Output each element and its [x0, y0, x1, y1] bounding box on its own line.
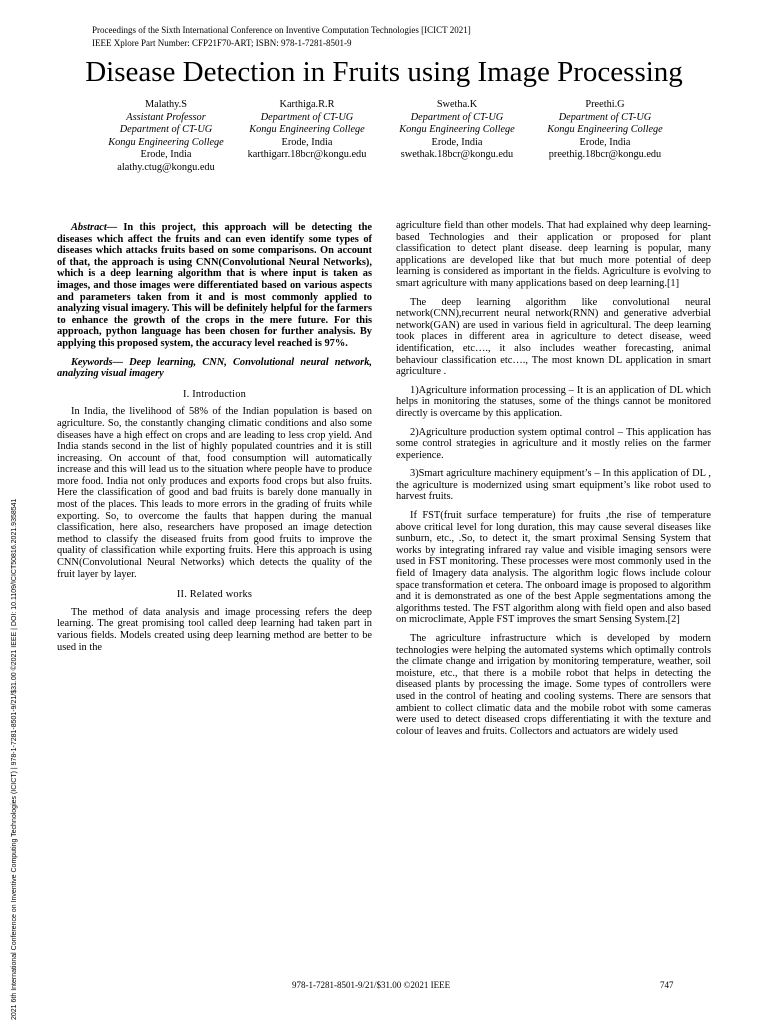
paragraph: 2)Agriculture production system optimal control – This application has some control strategies in agriculture and it mostly relies on the farmer experience. [396, 426, 711, 461]
author-dept: Department of CT-UG [410, 111, 504, 123]
introduction-text: In India, the livelihood of 58% of the Indian population is based on agriculture. So, the constantly changing climatic conditions and also some diseases have a high effect on crops and are leading to less crop yield. And India stands second in the list of highly populated countries and it is still increasing. On account of that, food consumption will automatically increase and this will lead us to the situation where people have to produce more food. India not only produces and exports food crops but also fruits. Here the classification of good and bad fruits is barely done manually in most of the places. This leads to more errors in the grading of fruits while exporting. So, to overcome the faults that happen during the manual classification, here also, researchers have proposed an image detection method to classify the diseased fruits from good fruits to improve the quality of classification while exporting fruits. Here this approach is using CNN(Convolutional Neural Networks) which detects the quality of the fruit layer by layer. [57, 406, 372, 580]
paragraph: 3)Smart agriculture machinery equipment’s – In this application of DL , the agriculture is modernized using smart equipment’s like robot used to harvest fruits. [396, 468, 711, 503]
related-works-text: The method of data analysis and image processing refers the deep learning. The great promising tool called deep learning had taken part in various fields. Models created using deep learning method are better to be used in the [57, 606, 372, 653]
author-name: Swetha.K [436, 99, 478, 110]
keywords: Keywords— Deep learning, CNN, Convolutional neural network, analyzing visual imagery [57, 356, 372, 380]
author-city: Erode, India [281, 136, 333, 148]
abstract-text: In this project, this approach will be detecting the diseases which affect the fruits and can even identify some types of diseases which attacks fruits based on some comparisons. On account of that, the approach is using CNN(Convolutional Neural Networks), which is a deep learning algorithm that is where input is taken as images, and those images were differentiated based on various aspects and parameters taken from it and is most commonly applied to analyzing visual imagery. This will be definitely helpful for the farmers to enhance the growth of the crops in the mere future. For this approach, python language has been chosen for further analysis. By applying this proposed system, the accuracy level reached is 97%. [57, 222, 372, 349]
author-college: Kongu Engineering College [108, 136, 224, 148]
right-column [396, 220, 711, 737]
abstract [57, 222, 372, 350]
abstract-lead: Abstract— [71, 222, 118, 233]
author-name: Preethi.G [585, 99, 625, 110]
paragraph: The agriculture infrastructure which is developed by modern technologies were helping the automated systems which optimally controls the climate change and irrigation by monitoring temperature, weather, soil moisture, etc., that there is a mobile robot that helps in detecting the diseased plants by processing the image. Some types of controllers were used in the control of heating and cooling systems. There are sensors that ambient to collect climatic data and the mobile robot with some cameras were used to detect diseased crops differentiating it with the texture and colour of leaves and fruits. Collectors and actuators are widely used [396, 633, 711, 737]
paper-title: Disease Detection in Fruits using Image Processing [85, 56, 683, 88]
author-college: Kongu Engineering College [249, 124, 365, 135]
section-heading-introduction: I. Introduction [182, 388, 247, 400]
paragraph: agriculture field than other models. That had explained why deep learning-based Technologies and their application or proposed for plant classification to detect plant disease. deep learning is popular, many applications are developed like that but much more potential of deep learning is considered as important in the fields. Agriculture is evolving to smart agriculture with many applications based on deep learning.[1] [396, 220, 711, 289]
section-heading-related-works: II. Related works [176, 589, 253, 601]
author-role: Assistant Professor [126, 111, 206, 123]
author-dept: Department of CT-UG [260, 111, 354, 123]
paragraph: If FST(fruit surface temperature) for fruits ,the rise of temperature above critical level for long duration, this may cause several diseases like sunburn, etc., .So, to detect it, the smart proximal Sensing System that works by integrating infrared ray value and visible imaging sensors were used in FST monitoring. These processes were most commonly used in the field of Imagery data analysis. The algorithm logic flows include colour space transformation et cetera. The onboard image is proposed to algorithm and it is demonstrated as one of the best Apple segmentations among the algorithms tested. The FST algorithm along with field open and also based on microclimate, Apple FST improves the smart Sensing System.[2] [396, 510, 711, 626]
paragraph: The deep learning algorithm like convolutional neural network(CNN),recurrent neural network(RNN) and generative adverbial network(GAN) are used in various field in agricultural. The deep learning took places in different area in agriculture to detect disease, weed identification, etc…., it also includes weather forecasting, animal behaviour classification etc…., The most known DL application in smart agriculture . [396, 296, 711, 378]
author-name: Karthiga.R.R [279, 99, 335, 110]
author-city: Erode, India [140, 149, 192, 160]
author-name: Malathy.S [145, 99, 187, 110]
author-dept: Department of CT-UG [558, 111, 652, 123]
author-dept: Department of CT-UG [119, 124, 213, 135]
footer-code: 978-1-7281-8501-9/21/$31.00 ©2021 IEEE [292, 980, 451, 990]
author-email: karthigarr.18bcr@kongu.edu [247, 149, 367, 160]
author-college: Kongu Engineering College [399, 124, 515, 135]
left-column [57, 222, 372, 653]
author-block [520, 99, 690, 162]
author-email: swethak.18bcr@kongu.edu [400, 149, 514, 160]
author-block [372, 99, 542, 162]
paragraph: 1)Agriculture information processing – It is an application of DL which helps in monitoring the statuses, some of the things cannot be monitored directly is overcame by this application. [396, 384, 711, 419]
author-block [222, 99, 392, 162]
author-college: Kongu Engineering College [547, 124, 663, 135]
author-city: Erode, India [579, 136, 631, 148]
page-number: 747 [660, 980, 674, 990]
doi-sidebar: 2021 6th International Conference on Inventive Computing Technologies (ICICT) | 978-1-7281-8501-9/21/$31.00 ©2021 IEEE | DOI: 10.1109/ICICT50816.2021.9358541 [11, 498, 18, 1020]
author-city: Erode, India [431, 136, 483, 148]
author-email: preethig.18bcr@kongu.edu [548, 149, 662, 160]
proceedings-header: Proceedings of the Sixth International Conference on Inventive Computation Technologies [ICICT 2021] [92, 25, 471, 35]
isbn-header: IEEE Xplore Part Number: CFP21F70-ART; ISBN: 978-1-7281-8501-9 [92, 38, 352, 48]
author-email: alathy.ctug@kongu.edu [117, 161, 215, 173]
